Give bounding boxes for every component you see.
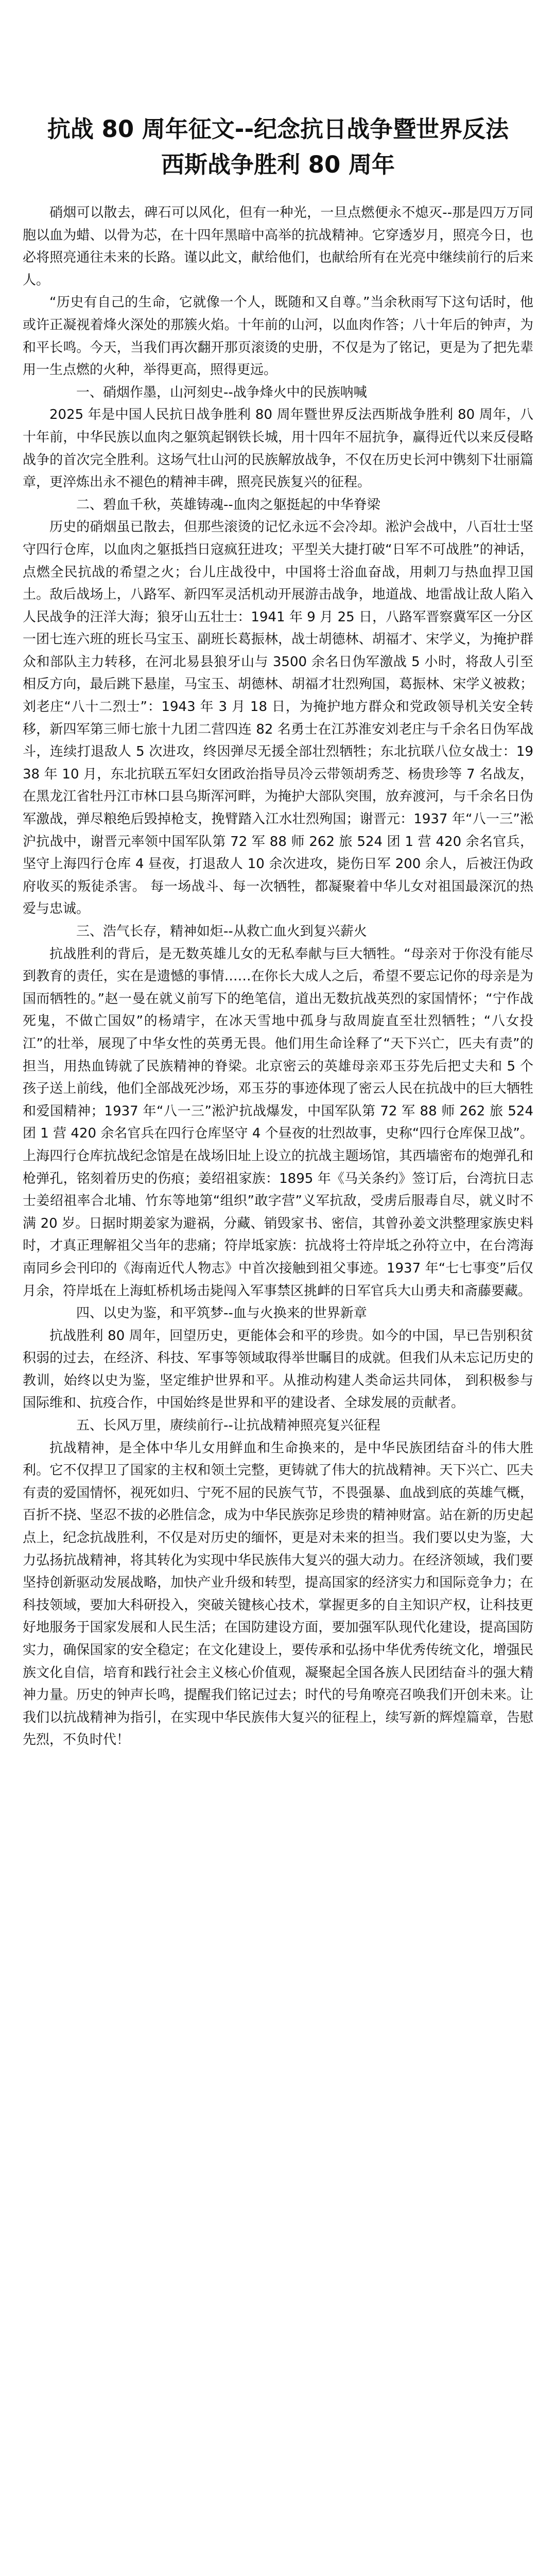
article-body [23, 202, 533, 1752]
article-title-line-2: 西斯战争胜利 80 周年 [161, 151, 395, 178]
article-title [23, 111, 533, 182]
section-heading-4: 四、以史为鉴，和平筑梦--血与火换来的世界新章 [76, 1306, 367, 1321]
body-paragraph: 2025 年是中国人民抗日战争胜利 80 周年暨世界反法西斯战争胜利 80 周年，八十年前，中华民族以血肉之躯筑起钢铁长城，用十四年不屈抗争，赢得近代以来反侵略战争的首次完全胜利。这场气壮山河的民族解放战争，不仅在历史长河中镌刻下壮丽篇章，更淬炼出永不褪色的精神丰碑，照亮民族复兴的征程。 [23, 407, 533, 490]
section-heading-5: 五、长风万里，赓续前行--让抗战精神照亮复兴征程 [76, 1418, 380, 1434]
intro-paragraph: 硝烟可以散去，碑石可以风化，但有一种光，一旦点燃便永不熄灭--那是四万万同胞以血为蜡、以骨为芯，在十四年黑暗中高举的抗战精神。它穿透岁月，照亮今日，也必将照亮通往未来的长路。谨以此文，献给他们，也献给所有在光亮中继续前行的后来人。 [23, 205, 533, 288]
body-paragraph: 抗战精神，是全体中华儿女用鲜血和生命换来的，是中华民族团结奋斗的伟大胜利。它不仅捍卫了国家的主权和领土完整，更铸就了伟大的抗战精神。天下兴亡、匹夫有责的爱国情怀，视死如归、宁死不屈的民族气节，不畏强暴、血战到底的英雄气概，百折不挠、坚忍不拔的必胜信念，成为中华民族弥足珍贵的精神财富。站在新的历史起点上，纪念抗战胜利，不仅是对历史的缅怀，更是对未来的担当。我们要以史为鉴，大力弘扬抗战精神，将其转化为实现中华民族伟大复兴的强大动力。在经济领域，我们要坚持创新驱动发展战略，加快产业升级和转型，提高国家的经济实力和国际竞争力；在科技领域，要加大科研投入，突破关键核心技术，掌握更多的自主知识产权，让科技更好地服务于国家发展和人民生活；在国防建设方面，要加强军队现代化建设，提高国防实力，确保国家的安全稳定；在文化建设上，要传承和弘扬中华优秀传统文化，增强民族文化自信，培育和践行社会主义核心价值观，凝聚起全国各族人民团结奋斗的强大精神力量。历史的钟声长鸣，提醒我们铭记过去；时代的号角嘹亮召唤我们开创未来。让我们以抗战精神为指引，在实现中华民族伟大复兴的征程上，续写新的辉煌篇章，告慰先烈，不负时代！ [23, 1440, 533, 1748]
section-heading-3: 三、浩气长存，精神如炬--从救亡血火到复兴薪火 [76, 924, 367, 939]
section-heading-1: 一、硝烟作墨，山河刻史--战争烽火中的民族呐喊 [76, 384, 367, 400]
body-paragraph: 抗战胜利 80 周年，回望历史，更能体会和平的珍贵。如今的中国，早已告别积贫积弱的过去，在经济、科技、军事等领域取得举世瞩目的成就。但我们从未忘记历史的教训，始终以史为鉴，坚定维护世界和平。从推动构建人类命运共同体， 到积极参与国际维和、抗疫合作，中国始终是世界和平的建设者、全球发展的贡献者。 [23, 1328, 533, 1411]
article-title-line-1: 抗战 80 周年征文--纪念抗日战争暨世界反法 [47, 115, 509, 143]
quote-paragraph: “历史有自己的生命，它就像一个人，既随和又自尊。”当余秋雨写下这句话时，他或许正凝视着烽火深处的那簇火焰。十年前的山河，以血肉作答；八十年后的钟声，为和平长鸣。今天，当我们再次翻开那页滚烫的史册，不仅是为了铭记，更是为了把先辈用一生点燃的火种，举得更高，照得更远。 [23, 295, 533, 378]
section-heading-2: 二、碧血千秋，英雄铸魂--血肉之躯挺起的中华脊梁 [76, 497, 380, 513]
body-paragraph: 抗战胜利的背后，是无数英雄儿女的无私奉献与巨大牺牲。“母亲对于你没有能尽到教育的责任，实在是遗憾的事情……在你长大成人之后，希望不要忘记你的母亲是为国而牺牲的。”赵一曼在就义前写下的绝笔信，道出无数抗战英烈的家国情怀；“宁作战死鬼，不做亡国奴”的杨靖宇，在冰天雪地中孤身与敌周旋直至壮烈牺牲；“八女投江”的壮举，展现了中华女性的英勇无畏。他们用生命诠释了“天下兴亡，匹夫有责”的担当，用热血铸就了民族精神的脊梁。北京密云的英雄母亲邓玉芬先后把丈夫和 5 个孩子送上前线，他们全部战死沙场，邓玉芬的事迹体现了密云人民在抗战中的巨大牺牲和爱国精神；1937 年“八一三”淞沪抗战爆发，中国军队第 72 军 88 师 262 旅 524 团 1 营 420 余名官兵在四行仓库坚守 4 个昼夜的壮烈故事，史称“四行仓库保卫战”。上海四行仓库抗战纪念馆是在战场旧址上设立的抗战主题场馆，其西墙密布的炮弹孔和枪弹孔，铭刻着历史的伤痕；姜绍祖家族：1895 年《马关条约》签订后，台湾抗日志士姜绍祖率合北埔、竹东等地第“组织”敢字营”义军抗敌，受虏后服毒自尽，就义时不满 20 岁。日据时期姜家为避祸，分藏、销毁家书、密信，其曾孙姜文洪整理家族史料时，才真正理解祖父当年的悲痛；符岸坻家族：抗战将士符岸坻之孙符立中，在台湾海南同乡会刊印的《海南近代人物志》中首次接触到祖父事迹。1937 年“七七事变”后仅月余，符岸坻在上海虹桥机场击毙闯入军事禁区挑衅的日军官兵大山勇夫和斋藤要藏。 [23, 946, 533, 1299]
body-paragraph: 历史的硝烟虽已散去，但那些滚烫的记忆永远不会冷却。淞沪会战中，八百壮士坚守四行仓库，以血肉之躯抵挡日寇疯狂进攻；平型关大捷打破“日军不可战胜”的神话，点燃全民抗战的希望之火；台儿庄战役中，中国将士浴血奋战，用刺刀与热血捍卫国土。敌后战场上，八路军、新四军灵活机动开展游击战争，地道战、地雷战让敌人陷入人民战争的汪洋大海；狼牙山五壮士：1941 年 9 月 25 日，八路军晋察冀军区一分区一团七连六班的班长马宝玉、副班长葛振林，战士胡德林、胡福才、宋学义，为掩护群众和部队主力转移，在河北易县狼牙山与 3500 余名日伪军激战 5 小时，将敌人引至相反方向，最后跳下悬崖，马宝玉、胡德林、胡福才壮烈殉国，葛振林、宋学义被救；刘老庄“八十二烈士”：1943 年 3 月 18 日，为掩护地方群众和党政领导机关安全转移，新四军第三师七旅十九团二营四连 82 名勇士在江苏淮安刘老庄与千余名日伪军战斗，连续打退敌人 5 次进攻，终因弹尽无援全部壮烈牺牲；东北抗联八位女战士：1938 年 10 月，东北抗联五军妇女团政治指导员冷云带领胡秀芝、杨贵珍等 7 名战友，在黑龙江省牡丹江市林口县乌斯浑河畔，为掩护大部队突围，放弃渡河，与千余名日伪军激战，弹尽粮绝后毁掉枪支，挽臂踏入江水壮烈殉国；谢晋元：1937 年“八一三”淞沪抗战中，谢晋元率领中国军队第 72 军 88 师 262 旅 524 团 1 营 420 余名官兵，坚守上海四行仓库 4 昼夜，打退敌人 10 余次进攻，毙伤日军 200 余人，后被汪伪政府收买的叛徒杀害。 每一场战斗、每一次牺牲，都凝聚着中华儿女对祖国最深沉的热爱与忠诚。 [23, 519, 533, 917]
